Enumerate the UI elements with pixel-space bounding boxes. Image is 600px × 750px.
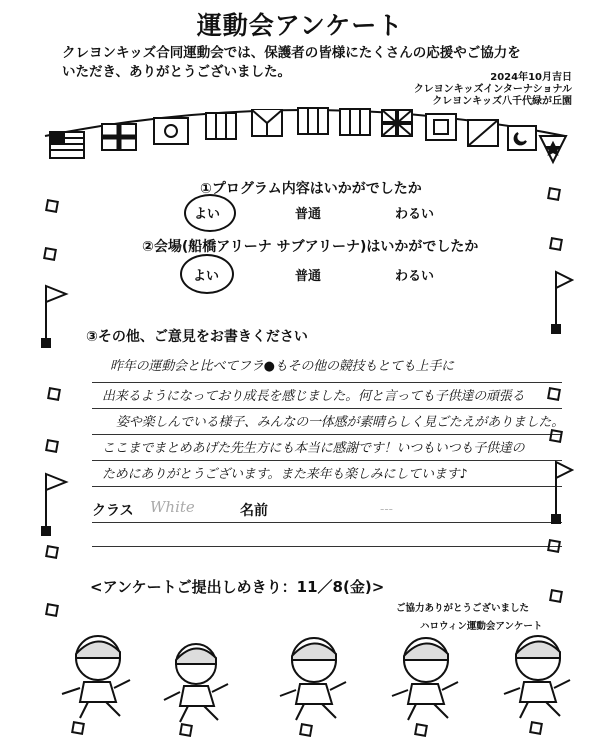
intro-line-2: いただき、ありがとうございました。 bbox=[62, 64, 291, 80]
flag-garland-icon bbox=[40, 96, 570, 176]
q1-option-bad: わるい bbox=[395, 207, 435, 222]
flag-diag-icon bbox=[468, 120, 498, 146]
border-square-icon bbox=[547, 539, 561, 553]
q2-option-average: 普通 bbox=[295, 269, 322, 284]
border-square-icon bbox=[549, 429, 563, 443]
running-child-icon bbox=[268, 630, 358, 725]
flag-bars-icon bbox=[298, 108, 328, 134]
border-square-icon bbox=[549, 237, 563, 251]
extra-line bbox=[92, 546, 562, 547]
flag-stripes2-icon bbox=[340, 109, 370, 135]
name-line bbox=[92, 522, 562, 523]
running-child-icon bbox=[50, 628, 140, 723]
border-square-icon bbox=[45, 199, 59, 213]
flag-stripes-icon bbox=[206, 113, 236, 139]
border-square-icon bbox=[71, 721, 85, 735]
border-square-icon bbox=[414, 723, 428, 737]
running-child-icon bbox=[382, 630, 472, 725]
border-square-icon bbox=[45, 603, 59, 617]
page-title: 運動会アンケート bbox=[196, 11, 404, 40]
border-square-icon bbox=[43, 247, 57, 261]
pennant-flag-icon bbox=[540, 458, 574, 528]
issue-date: 2024年10月吉日 bbox=[490, 72, 572, 83]
question-3: ③その他、ご意見をお書きください bbox=[86, 329, 308, 345]
flag-moon-icon bbox=[508, 126, 536, 150]
border-square-icon bbox=[45, 545, 59, 559]
running-child-icon bbox=[152, 636, 242, 726]
flag-japan-icon bbox=[154, 118, 188, 144]
border-square-icon bbox=[45, 439, 59, 453]
handwritten-line-3: 姿や楽しんでいる様子、みんなの一体感が素晴らしく見ごたえがありました。 bbox=[116, 415, 565, 430]
flag-uk-icon bbox=[102, 124, 136, 150]
flag-star-icon bbox=[540, 136, 566, 162]
q1-option-average: 普通 bbox=[295, 207, 322, 222]
handwritten-line-2: 出来るようになっており成長を感じました。何と言っても子供達の頑張る bbox=[102, 389, 525, 404]
issuer-org-2: クレヨンキッズ八千代緑が丘園 bbox=[432, 96, 572, 107]
q2-option-good: よい bbox=[193, 269, 220, 284]
answer-line bbox=[92, 382, 562, 383]
border-square-icon bbox=[549, 589, 563, 603]
flag-usa-icon bbox=[50, 132, 84, 158]
running-child-icon bbox=[492, 628, 582, 723]
handwritten-line-5: ためにありがとうございます。また来年も楽しみにしています♪ bbox=[102, 467, 468, 482]
border-square-icon bbox=[47, 387, 61, 401]
border-square-icon bbox=[547, 387, 561, 401]
question-1: ①プログラム内容はいかがでしたか bbox=[200, 181, 422, 197]
class-value: White bbox=[150, 498, 195, 516]
flag-rect-icon bbox=[426, 114, 456, 140]
name-label: 名前 bbox=[240, 503, 268, 519]
intro-line-1: クレヨンキッズ合同運動会では、保護者の皆様にたくさんの応援やご協力を bbox=[62, 45, 521, 61]
class-label: クラス bbox=[92, 503, 134, 519]
footer-thanks: ご協力ありがとうございました bbox=[396, 603, 530, 614]
flag-union-icon bbox=[382, 110, 412, 136]
border-square-icon bbox=[299, 723, 313, 737]
name-value: --- bbox=[380, 502, 393, 516]
pennant-flag-icon bbox=[36, 282, 70, 352]
q2-option-bad: わるい bbox=[395, 269, 435, 284]
pennant-flag-icon bbox=[36, 470, 70, 540]
border-square-icon bbox=[529, 721, 543, 735]
issuer-org-1: クレヨンキッズインターナショナル bbox=[413, 84, 572, 95]
border-square-icon bbox=[547, 187, 561, 201]
footer-caption: ハロウィン運動会アンケート bbox=[420, 621, 543, 632]
handwritten-line-4: ここまでまとめあげた先生方にも本当に感謝です！いつもいつも子供達の bbox=[102, 441, 525, 456]
flag-y-icon bbox=[252, 110, 282, 136]
submission-deadline: <アンケートご提出しめきり：11／8(金)> bbox=[90, 578, 385, 596]
handwritten-line-1: 昨年の運動会と比べてフラ●もその他の競技もとても上手に bbox=[110, 359, 454, 374]
pennant-flag-icon bbox=[540, 268, 574, 338]
q1-option-good: よい bbox=[194, 207, 221, 222]
question-2: ②会場(船橋アリーナ サブアリーナ)はいかがでしたか bbox=[142, 239, 479, 255]
